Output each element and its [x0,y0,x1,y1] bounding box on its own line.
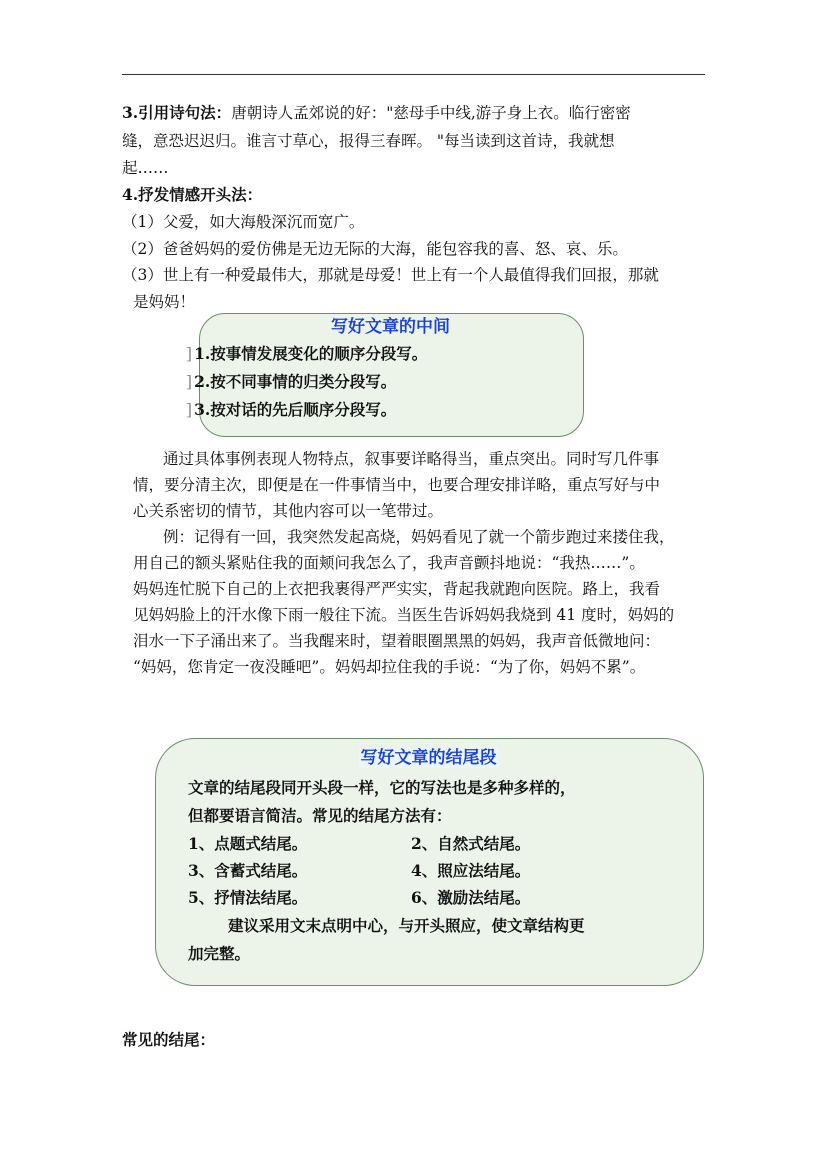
body-para2-line4: 见妈妈脸上的汗水像下雨一般往下流。当医生告诉妈妈我烧到 41 度时，妈妈的 [133,606,675,624]
section3-line1: 3.引用诗句法：唐朝诗人孟郊说的好："慈母手中线,游子身上衣。临行密密 [122,103,631,122]
ending-advice-line1: 建议采用文末点明中心，与开头照应，使文章结构更 [228,916,585,935]
ending-advice-line2: 加完整。 [188,944,251,963]
middle-item-1: ] 1.按事情发展变化的顺序分段写。 [186,344,428,363]
body-para1-line1: 通过具体事例表现人物特点，叙事要详略得当，重点突出。同时写几件事 [163,450,660,468]
ending-box-title: 写好文章的结尾段 [360,748,497,768]
ending-intro-line1: 文章的结尾段同开头段一样，它的写法也是多种多样的， [188,778,576,797]
ending-method-1: 1、点题式结尾。 [188,834,308,853]
ending-method-4: 4、照应法结尾。 [411,861,531,880]
middle-item-2: ] 2.按不同事情的归类分段写。 [186,372,397,391]
section4-heading: 4.抒发情感开头法： [122,185,263,204]
body-para2-line2: 用自己的额头紧贴住我的面颊问我怎么了，我声音颤抖地说：“我热……”。 [133,554,645,572]
ending-method-2: 2、自然式结尾。 [411,834,531,853]
body-para1-line3: 心关系密切的情节，其他内容可以一笔带过。 [133,502,444,520]
middle-item-3: ] 3.按对话的先后顺序分段写。 [186,400,397,419]
section4-item-2: （2）爸爸妈妈的爱仿佛是无边无际的大海，能包容我的喜、怒、哀、乐。 [122,240,628,258]
section4-item-3-cont: 是妈妈！ [133,293,196,311]
header-rule [122,74,705,75]
ending-method-3: 3、含蓄式结尾。 [188,861,308,880]
section4-item-1: （1）父爱，如大海般深沉而宽广。 [122,213,365,231]
body-para2-line1: 例：记得有一回，我突然发起高烧，妈妈看见了就一个箭步跑过来搂住我， [163,528,675,546]
common-endings-heading: 常见的结尾： [122,1030,216,1049]
middle-box-title: 写好文章的中间 [331,317,450,337]
ending-method-5: 5、抒情法结尾。 [188,888,308,907]
section3-heading: 3.引用诗句法： [122,103,232,122]
ending-method-6: 6、激励法结尾。 [411,888,531,907]
body-para2-line6: “妈妈，您肯定一夜没睡吧”。妈妈却拉住我的手说：“为了你，妈妈不累”。 [133,658,646,676]
body-para2-line5: 泪水一下子涌出来了。当我醒来时，望着眼圈黑黑的妈妈，我声音低微地问： [133,632,661,650]
section3-line3: 起…… [122,159,169,177]
section3-line2: 缝，意恐迟迟归。谁言寸草心，报得三春晖。 "每当读到这首诗，我就想 [122,132,615,150]
body-para2-line3: 妈妈连忙脱下自己的上衣把我裹得严严实实，背起我就跑向医院。路上，我看 [133,580,661,598]
section4-item-3: （3）世上有一种爱最伟大，那就是母爱！世上有一个人最值得我们回报，那就 [122,266,659,284]
ending-intro-line2: 但都要语言简洁。常见的结尾方法有： [188,806,452,825]
body-para1-line2: 情，要分清主次，即便是在一件事情当中，也要合理安排详略，重点写好与中 [133,476,661,494]
